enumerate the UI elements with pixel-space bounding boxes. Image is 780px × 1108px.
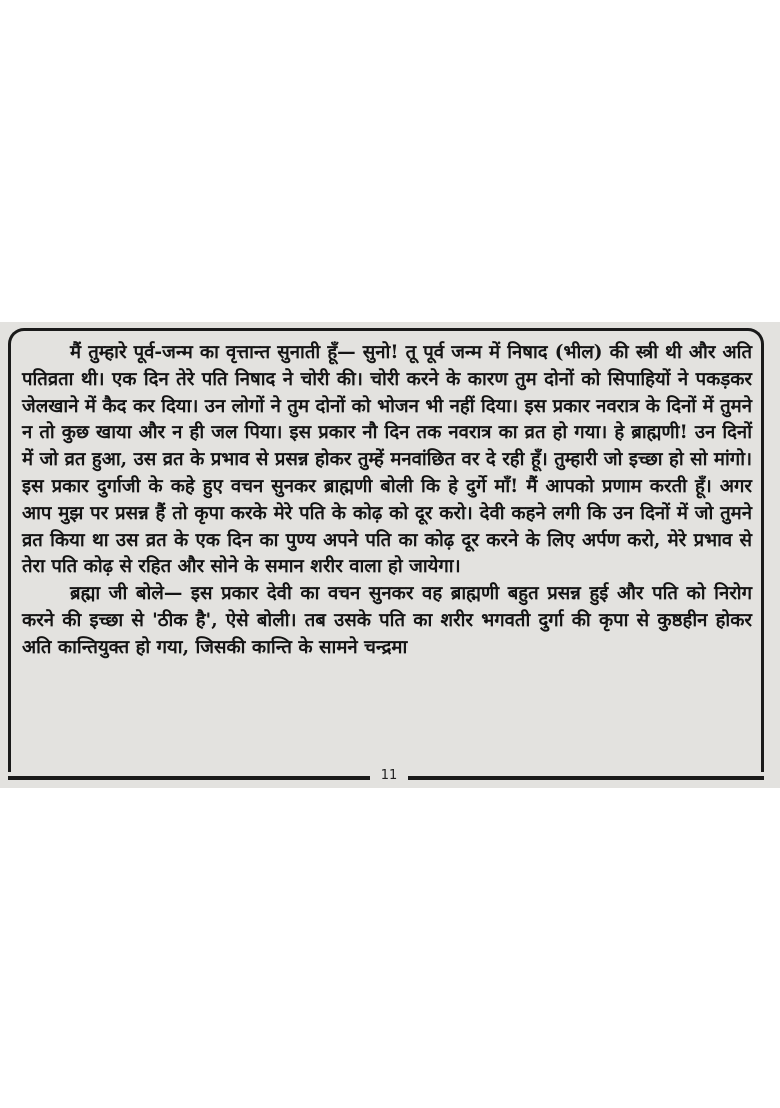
border-bottom-right — [408, 776, 764, 780]
paragraph-1: मैं तुम्हारे पूर्व-जन्म का वृत्तान्त सुनाती हूँ— सुनो! तू पूर्व जन्म में निषाद (भील) की स्त्री थी और अति पतिव्रता थी। एक दिन तेरे पति निषाद ने चोरी की। चोरी करने के कारण तुम दोनों को सिपाहियों ने पकड़कर जेलखाने में कैद कर दिया। उन लोगों ने तुम दोनों को भोजन भी नहीं दिया। इस प्रकार नवरात्र के दिनों में तुमने न तो कुछ खाया और न ही जल पिया। इस प्रकार नौ दिन तक नवरात्र का व्रत हो गया। हे ब्राह्मणी! उन दिनों में जो व्रत हुआ, उस व्रत के प्रभाव से प्रसन्न होकर तुम्हें मनवांछित वर दे रही हूँ। तुम्हारी जो इच्छा हो सो मांगो। इस प्रकार दुर्गाजी के कहे हुए वचन सुनकर ब्राह्मणी बोली कि हे दुर्गे माँ! मैं आपको प्रणाम करती हूँ। अगर आप मुझ पर प्रसन्न हैं तो कृपा करके मेरे पति के कोढ़ को दूर करो। देवी कहने लगी कि उन दिनों में जो तुमने व्रत किया था उस व्रत के एक दिन का पुण्य अपने पति का कोढ़ दूर करने के लिए अर्पण करो, मेरे प्रभाव से तेरा पति कोढ़ से रहित और सोने के समान शरीर वाला हो जायेगा। — [22, 342, 752, 578]
page-number: 11 — [380, 768, 398, 783]
scanned-page — [0, 322, 780, 788]
story-text — [22, 340, 752, 662]
border-bottom-left — [8, 776, 370, 780]
paragraph-2: ब्रह्मा जी बोले— इस प्रकार देवी का वचन सुनकर वह ब्राह्मणी बहुत प्रसन्न हुई और पति को निरोग करने की इच्छा से 'ठीक है', ऐसे बोली। तब उसके पति का शरीर भगवती दुर्गा की कृपा से कुष्ठहीन होकर अति कान्तियुक्त हो गया, जिसकी कान्ति के सामने चन्द्रमा — [22, 583, 752, 658]
